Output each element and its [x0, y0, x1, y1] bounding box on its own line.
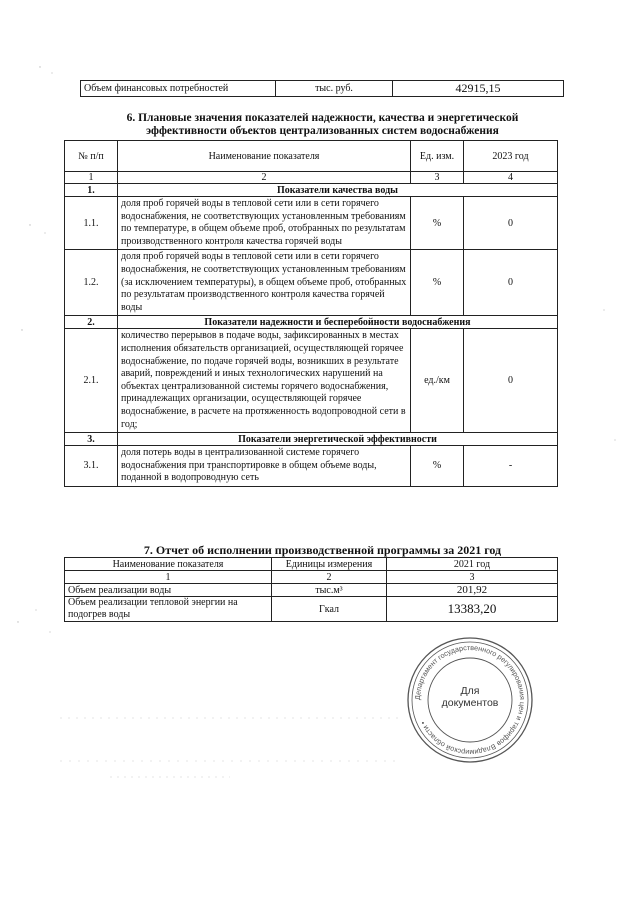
header-name: Наименование показателя: [118, 141, 411, 172]
table-row: [65, 597, 558, 622]
table-header-row: [65, 558, 558, 571]
group-title: Показатели надежности и бесперебойности водоснабжения: [118, 316, 558, 329]
row-value: 0: [464, 197, 558, 250]
section-row: [65, 316, 558, 329]
header-name: Наименование показателя: [65, 558, 272, 571]
header-num: № п/п: [65, 141, 118, 172]
header-year: 2023 год: [464, 141, 558, 172]
col-number-3: 3: [387, 571, 558, 584]
header-year: 2021 год: [387, 558, 558, 571]
table-row: [65, 197, 558, 250]
group-num: 1.: [65, 184, 118, 197]
table-row: [65, 446, 558, 487]
indicators-table: [64, 140, 558, 487]
column-numbers-row: [65, 172, 558, 184]
section-row: [65, 184, 558, 197]
row-text: доля потерь воды в централизованной системе горячего водоснабжения при транспортировке в общем объеме воды, поданной в водопроводную сеть: [118, 446, 411, 487]
financial-needs-value: 42915,15: [393, 81, 564, 97]
col-number-1: 1: [65, 172, 118, 184]
row-value: 201,92: [387, 584, 558, 597]
section6-title-line1: 6. Плановые значения показателей надежности, качества и энергетической: [126, 112, 519, 124]
row-value: 13383,20: [387, 597, 558, 622]
row-value: -: [464, 446, 558, 487]
group-num: 2.: [65, 316, 118, 329]
stamp-center-line2: документов: [441, 697, 499, 709]
row-unit: тыс.м³: [272, 584, 387, 597]
row-unit: %: [411, 446, 464, 487]
table-row: [65, 584, 558, 597]
col-number-4: 4: [464, 172, 558, 184]
row-num: 3.1.: [65, 446, 118, 487]
official-stamp: [405, 635, 535, 765]
section-row: [65, 433, 558, 446]
row-name: Объем реализации тепловой энергии на подогрев воды: [65, 597, 272, 622]
row-num: 2.1.: [65, 329, 118, 433]
row-text: количество перерывов в подаче воды, зафиксированных в местах исполнения обязательств организацией, осуществляющей горячее водоснабжение, по подаче горячей воды, возникших в результате аварий, повреждений и иных технологических нарушений на объектах централизованной системы горячего водоснабжения, принадлежащих организации, осуществляющей горячее водоснабжение, в расчете на протяженность водопроводной сети в год;: [118, 329, 411, 433]
row-unit: %: [411, 250, 464, 316]
financial-needs-table: [80, 80, 564, 97]
group-num: 3.: [65, 433, 118, 446]
group-title: Показатели энергетической эффективности: [118, 433, 558, 446]
section7-title: 7. Отчет об исполнении производственной программы за 2021 год: [143, 543, 502, 557]
col-number-2: 2: [118, 172, 411, 184]
svg-text:Департамент государственного р: Департамент государственного регулирования цен и тарифов Владимирской области •: [412, 642, 528, 758]
report-table: [64, 557, 558, 622]
table-header-row: [65, 141, 558, 172]
financial-needs-unit: тыс. руб.: [276, 81, 393, 97]
header-unit: Ед. изм.: [411, 141, 464, 172]
stamp-center-line1: Для: [460, 685, 480, 697]
row-unit: Гкал: [272, 597, 387, 622]
col-number-2: 2: [272, 571, 387, 584]
row-value: 0: [464, 329, 558, 433]
row-text: доля проб горячей воды в тепловой сети или в сети горячего водоснабжения, не соответствующих установленным требованиям (за исключением температуры), в общем объеме проб, отобранных по результатам производственного контроля качества горячей воды: [118, 250, 411, 316]
row-value: 0: [464, 250, 558, 316]
group-title: Показатели качества воды: [118, 184, 558, 197]
section6-title-line2: эффективности объектов централизованных систем водоснабжения: [146, 125, 499, 137]
row-num: 1.1.: [65, 197, 118, 250]
row-num: 1.2.: [65, 250, 118, 316]
row-unit: ед./км: [411, 329, 464, 433]
table-row: [81, 81, 564, 97]
stamp-center-text: [405, 685, 535, 709]
col-number-1: 1: [65, 571, 272, 584]
table-row: [65, 250, 558, 316]
financial-needs-label: Объем финансовых потребностей: [81, 81, 276, 97]
row-unit: %: [411, 197, 464, 250]
col-number-3: 3: [411, 172, 464, 184]
row-name: Объем реализации воды: [65, 584, 272, 597]
header-unit: Единицы измерения: [272, 558, 387, 571]
column-numbers-row: [65, 571, 558, 584]
section6-title: [60, 112, 585, 138]
table-row: [65, 329, 558, 433]
row-text: доля проб горячей воды в тепловой сети или в сети горячего водоснабжения, не соответствующих установленным требованиям по температуре, в общем объеме проб, отобранных по результатам производственного контроля качества горячей воды: [118, 197, 411, 250]
